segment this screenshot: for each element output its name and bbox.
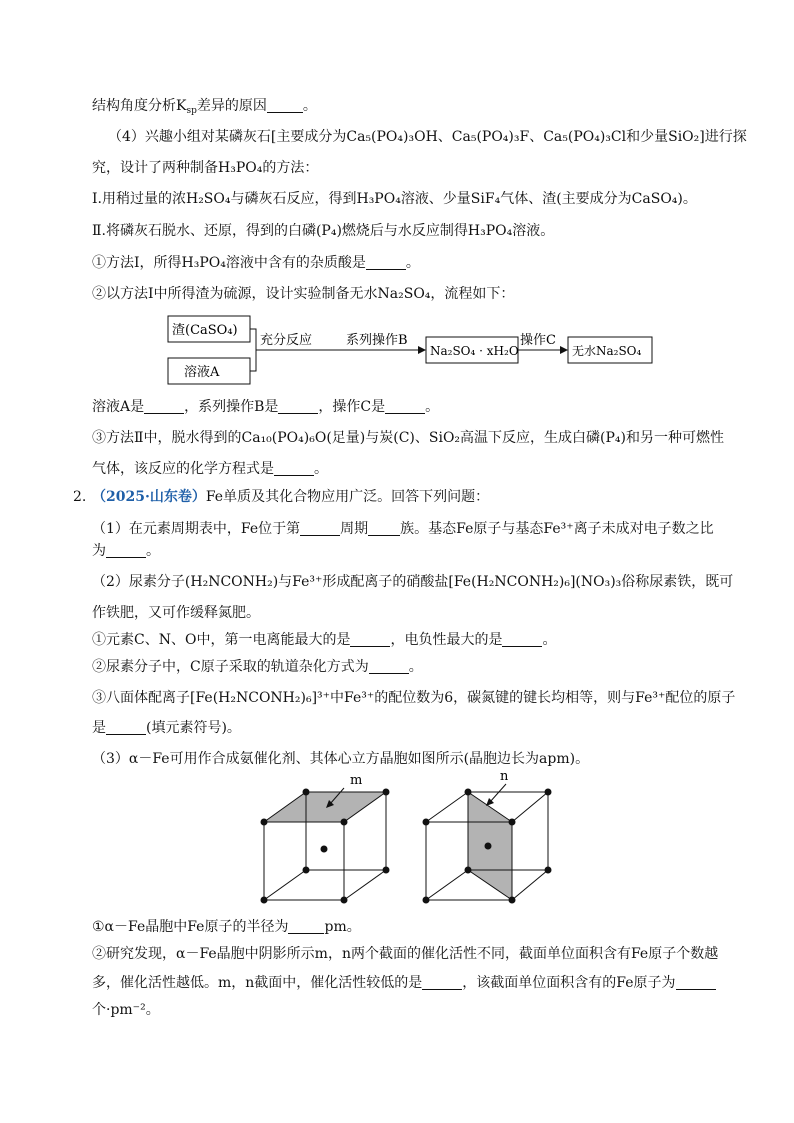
text-line: Ⅱ.将磷灰石脱水、还原，得到的白磷(P₄)燃烧后与水反应制得H₃PO₄溶液。 [92,223,555,239]
answer-blank[interactable] [288,919,324,934]
answer-blank[interactable] [502,632,542,647]
text-line: 作铁肥，又可作缓释氮肥。 [92,605,260,621]
cell-m [261,773,390,904]
answer-blank[interactable] [144,399,184,414]
answer-blank[interactable] [300,521,340,536]
text-line: 究，设计了两种制备H₃PO₄的方法： [92,160,319,176]
text-line: ②尿素分子中，C原子采取的轨道杂化方式为 。 [92,659,423,675]
text-line: Ⅰ.用稍过量的浓H₂SO₄与磷灰石反应，得到H₃PO₄溶液、少量SiF₄气体、渣(主要成分为CaSO₄)。 [92,191,697,207]
text-line: 溶液A是 ，系列操作B是 ，操作C是 。 [92,399,440,415]
question-number: 2. [73,489,87,505]
label-m: m [350,773,363,788]
answer-blank[interactable] [106,720,146,735]
answer-blank[interactable] [267,98,303,113]
unit-cell-figure [250,770,570,908]
answer-blank[interactable] [350,632,390,647]
question-header: （2025·山东卷）Fe单质及其化合物应用广泛。回答下列问题： [92,489,490,505]
question-source: （2025·山东卷） [92,489,206,505]
text-line: （3）α－Fe可用作合成氨催化剂、其体心立方晶胞如图所示(晶胞边长为apm)。 [92,751,590,767]
body-center-atom [321,846,328,853]
text-line: ③八面体配离子[Fe(H₂NCONH₂)₆]³⁺中Fe³⁺的配位数为6，碳氮键的键长均相等，则与Fe³⁺配位的原子 [92,690,736,706]
flow-bracket [250,329,256,371]
answer-blank[interactable] [278,399,318,414]
answer-blank[interactable] [106,543,146,558]
text-line: ①α－Fe晶胞中Fe原子的半径为 pm。 [92,919,361,935]
text-line: ②研究发现，α－Fe晶胞中阴影所示m，n两个截面的催化活性不同，截面单位面积含有Fe原子个数越 [92,946,719,962]
shaded-plane-m [264,792,386,822]
pointer-n [490,784,506,802]
flow-label-op-c: 操作C [520,333,556,348]
answer-blank[interactable] [274,461,314,476]
text-line: （1）在元素周期表中，Fe位于第 周期 族。基态Fe原子与基态Fe³⁺离子未成对电子数之比 [92,521,714,537]
flow-label-react: 充分反应 [260,333,313,348]
answer-blank[interactable] [368,521,400,536]
text-line: 结构角度分析$K_{sp}$差异的原因 。 [92,98,317,116]
answer-blank[interactable] [369,659,409,674]
flow-box-anhydrous-label: 无水Na₂SO₄ [572,344,642,358]
text-line: 个·pm⁻²。 [92,1002,160,1018]
text-line: 是 (填元素符号)。 [92,720,241,736]
flow-box-hydrate-label: Na₂SO₄ · xH₂O [430,344,519,358]
answer-blank[interactable] [422,975,462,990]
cell-n [423,770,552,904]
flow-label-op-b: 系列操作B [346,333,408,348]
flow-box-solution-a-label: 溶液A [184,365,220,380]
text-line: 多，催化活性越低。m，n截面中，催化活性较低的是 ，该截面单位面积含有的Fe原子为 [92,973,716,993]
answer-blank[interactable] [385,399,425,414]
text-line: ①方法Ⅰ，所得H₃PO₄溶液中含有的杂质酸是 。 [92,255,420,271]
text-line: 气体，该反应的化学方程式是 。 [92,461,328,477]
text-line: ②以方法Ⅰ中所得渣为硫源，设计实验制备无水Na₂SO₄，流程如下： [92,286,515,302]
text-line: ①元素C、N、O中，第一电离能最大的是 ，电负性最大的是 。 [92,632,557,648]
text-line: （4）兴趣小组对某磷灰石[主要成分为Ca₅(PO₄)₃OH、Ca₅(PO₄)₃F、Ca₅(PO₄)₃Cl和少量SiO₂]进行探 [108,129,747,145]
answer-blank[interactable] [676,975,716,990]
text-line: （2）尿素分子(H₂NCONH₂)与Fe³⁺形成配离子的硝酸盐[Fe(H₂NCONH₂)₆](NO₃)₃俗称尿素铁，既可 [92,574,734,590]
label-n: n [500,770,509,784]
text-line: 为 。 [92,543,160,559]
flow-box-residue-label: 渣(CaSO₄) [172,323,238,338]
body-center-atom [485,843,492,850]
answer-blank[interactable] [366,255,406,270]
text-line: ③方法Ⅱ中，脱水得到的Ca₁₀(PO₄)₆O(足量)与炭(C)、SiO₂高温下反应，生成白磷(P₄)和另一种可燃性 [92,430,724,446]
flow-diagram [160,312,660,392]
